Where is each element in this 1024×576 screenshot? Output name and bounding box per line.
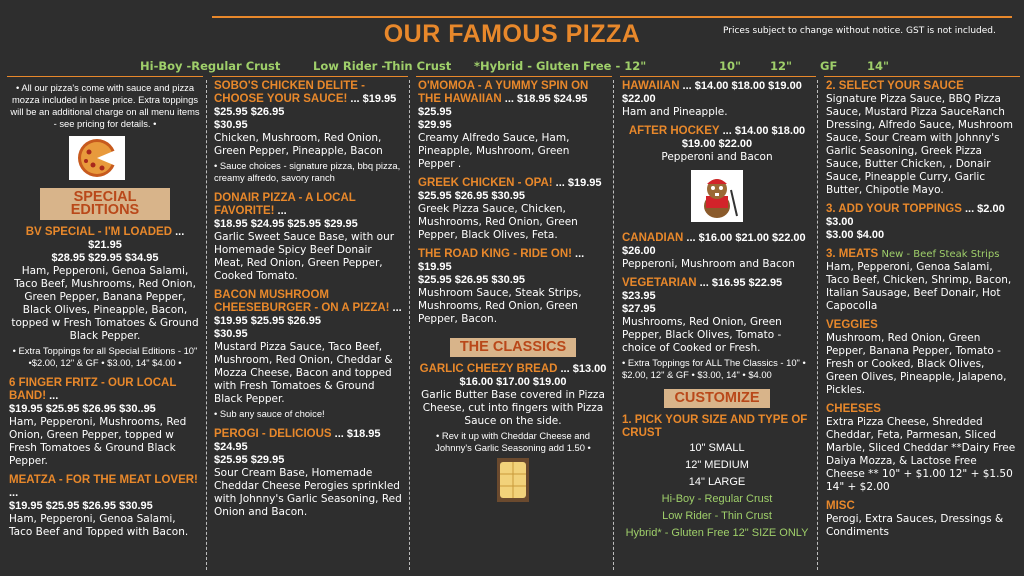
bacon-burger-price-2: $30.95 (214, 328, 248, 340)
vegetarian-price-2: $27.95 (622, 303, 656, 315)
column-4 (622, 80, 812, 542)
greek-price-1: ... $19.95 (552, 177, 602, 189)
col-rule-3 (416, 76, 612, 77)
col-rule-1 (7, 76, 203, 77)
bv-special-desc: Ham, Pepperoni, Genoa Salami, Taco Beef, Mushrooms, Red Onion, Green Pepper, Banana Pepper, Black Olives, Pineapple, Bacon, topped w Fresh Tomatoes & Ground Black Pepper. (11, 265, 199, 342)
canadian-title: CANADIAN (622, 232, 684, 244)
greek-title: GREEK CHICKEN - OPA! (418, 177, 553, 189)
pizza-icon (69, 136, 125, 180)
column-divider (817, 80, 818, 570)
road-king-title: THE ROAD KING - RIDE ON! (418, 248, 572, 260)
fritz-prices: $19.95 $25.95 $26.95 $30..95 (9, 403, 156, 415)
meats-list: Ham, Pepperoni, Genoa Salami, Taco Beef, Chicken, Shrimp, Bacon, Italian Sausage, Beef Donair, Hot Capocolla (826, 261, 1012, 312)
fritz-desc: Ham, Pepperoni, Mushrooms, Red Onion, Green Pepper, topped w Fresh Tomatoes & Ground Black Pepper. (9, 416, 187, 467)
omomoa-prices: ... $18.95 $24.95 $25.95 (418, 93, 588, 118)
bv-special-prices: $28.95 $29.95 $34.95 (51, 252, 159, 264)
misc-list: Perogi, Extra Sauces, Dressings & Condiments (826, 513, 1004, 538)
special-editions-banner: SPECIAL EDITIONS (40, 188, 170, 220)
col-rule-5 (824, 76, 1020, 77)
canadian-prices: ... $16.00 $21.00 $22.00 (683, 232, 806, 244)
after-hockey-price-2: $19.00 $22.00 (681, 138, 753, 150)
intro-note: • All our pizza's come with sauce and pizza mozza included in base price. Extra toppings will be an additional charge on all menu items - see pricing for details. • (10, 82, 200, 129)
classics-toppings-note: • Extra Toppings for ALL The Classics - 10" • $2.00, 12" & GF • $3.00, 14" • $4.00 (622, 357, 806, 380)
donair-desc: Garlic Sweet Sauce Base, with our Homemade Spicy Beef Donair Meat, Red Onion, Green Pepper, Cooked Tomato. (214, 231, 395, 282)
greek-prices: $25.95 $26.95 $30.95 (418, 190, 526, 202)
column-divider (206, 80, 207, 570)
column-5 (826, 80, 1016, 539)
select-sauce-heading: 2. SELECT YOUR SAUCE (826, 80, 964, 92)
crust-option: Hi-Boy - Regular Crust (661, 493, 773, 505)
sobo-desc: Chicken, Mushroom, Red Onion, Green Pepper, Pineapple, Bacon (214, 132, 383, 157)
meatza-dots: ... (9, 487, 19, 499)
misc-heading: MISC (826, 500, 855, 512)
customize-banner: CUSTOMIZE (664, 389, 770, 408)
sobo-title: SOBO'S CHICKEN DELITE - CHOOSE YOUR SAUCE! (214, 80, 365, 105)
sobo-note: • Sauce choices - signature pizza, bbq pizza, creamy alfredo, savory ranch (214, 160, 401, 183)
bacon-burger-prices: ... $19.95 $25.95 $26.95 (214, 302, 402, 327)
after-hockey-desc: Pepperoni and Bacon (661, 151, 773, 163)
canadian-price-2: $26.00 (622, 245, 656, 257)
size-gf: GF (820, 59, 838, 73)
fritz-title: 6 FINGER FRITZ - OUR LOCAL BAND! (9, 377, 177, 402)
donair-prices: $18.95 $24.95 $25.95 $29.95 (214, 218, 358, 230)
garlic-bread-note: • Rev it up with Cheddar Cheese and Johnny's Garlic Seasoning add 1.50 • (435, 430, 591, 453)
crust-hybrid: *Hybrid - Gluten Free - 12" (474, 59, 647, 73)
hawaiian-price-2: $22.00 (622, 93, 656, 105)
hawaiian-title: HAWAIIAN (622, 80, 680, 92)
veggies-heading: VEGGIES (826, 319, 878, 331)
omomoa-desc: Creamy Alfredo Sauce, Ham, Pineapple, Mushroom, Green Pepper . (418, 132, 570, 170)
greek-desc: Greek Pizza Sauce, Chicken, Mushrooms, Red Onion, Green Pepper, Black Olives, Feta. (418, 203, 578, 241)
size-option: 14" LARGE (688, 476, 746, 488)
column-1 (9, 80, 201, 539)
crust-option: Low Rider - Thin Crust (662, 510, 772, 522)
road-king-price-1: ... $19.95 (418, 248, 585, 273)
perogi-prices: ... $18.95 $24.95 (214, 428, 381, 453)
sobo-price-2: $30.95 (214, 119, 248, 131)
size-14: 14" (867, 59, 889, 73)
garlic-bread-desc: Garlic Butter Base covered in Pizza Cheese, cut into fingers with Pizza Sauce on the side. (421, 389, 605, 427)
toppings-price-2: $3.00 $4.00 (826, 229, 885, 241)
vegetarian-prices: ... $16.95 $22.95 $23.95 (622, 277, 783, 302)
cheeses-heading: CHEESES (826, 403, 881, 415)
size-option: 12" MEDIUM (685, 459, 749, 471)
classics-banner: THE CLASSICS (450, 338, 576, 357)
bv-special-price: ... $21.95 (88, 226, 185, 251)
vegetarian-desc: Mushrooms, Red Onion, Green Pepper, Black Olives, Tomato - choice of Cooked or Fresh. (622, 316, 782, 354)
bacon-burger-note: • Sub any sauce of choice! (214, 408, 325, 419)
omomoa-price-2: $29.95 (418, 119, 452, 131)
sobo-prices: ... $19.95 $25.95 $26.95 (214, 93, 397, 118)
pick-size-heading: 1. PICK YOUR SIZE AND TYPE OF CRUST (622, 414, 808, 439)
perogi-title: PEROGI - DELICIOUS (214, 428, 332, 440)
road-king-desc: Mushroom Sauce, Steak Strips, Mushrooms, Red Onion, Green Pepper, Bacon. (418, 287, 582, 325)
col-rule-4 (620, 76, 816, 77)
after-hockey-prices: ... $14.00 $18.00 (719, 125, 806, 137)
crust-lowrider: Low Rider -Thin Crust (313, 59, 452, 73)
meatza-desc: Ham, Pepperoni, Genoa Salami, Taco Beef and Topped with Bacon. (9, 513, 189, 538)
sauce-list: Signature Pizza Sauce, BBQ Pizza Sauce, Mustard Pizza SauceRanch Dressing, Alfredo Sauce, Mushroom Sauce, Sour Cream with Johnny's Garlic Seasoning, Greek Pizza Sauce, Butter Chicken, , Donair Sauce, Pineapple Curry, Garlic Butter, Chipotle Mayo. (826, 93, 1013, 196)
donair-dots: ... (274, 205, 287, 217)
column-divider (409, 80, 410, 570)
crust-option: Hybrid* - Gluten Free 12" SIZE ONLY (625, 527, 809, 539)
hawaiian-desc: Ham and Pineapple. (622, 106, 728, 118)
beaver-mascot-icon (691, 170, 743, 222)
price-notice: Prices subject to change without notice. GST is not included. (723, 26, 996, 36)
perogi-price-2: $25.95 $29.95 (214, 454, 285, 466)
bv-special-title: BV SPECIAL - I'M LOADED (25, 226, 173, 238)
hawaiian-prices: ... $14.00 $18.00 $19.00 (679, 80, 802, 92)
header-rule (212, 16, 1012, 18)
road-king-prices: $25.95 $26.95 $30.95 (418, 274, 526, 286)
garlic-bread-image (497, 458, 529, 502)
crust-hiboy: Hi-Boy -Regular Crust (140, 59, 281, 73)
meats-heading: 3. MEATS (826, 248, 879, 260)
page-title: OUR FAMOUS PIZZA (383, 20, 641, 48)
column-divider (613, 80, 614, 570)
bacon-burger-desc: Mustard Pizza Sauce, Taco Beef, Mushroom, Red Onion, Cheddar & Mozza Cheese, Bacon and topped with Fresh Tomatoes & Ground Black Pepper. (214, 341, 393, 405)
size-10: 10" (719, 59, 741, 73)
cheeses-list: Extra Pizza Cheese, Shredded Cheddar, Feta, Parmesan, Sliced Marble, Sliced Cheddar **Dairy Free Daiya Mozza, & Lactose Free Cheese ** 10" + $1.00 12" + $1.50 14" + $2.00 (826, 416, 1016, 493)
canadian-desc: Pepperoni, Mushroom and Bacon (622, 258, 795, 270)
meatza-prices: $19.95 $25.95 $26.95 $30.95 (9, 500, 153, 512)
size-option: 10" SMALL (689, 442, 745, 454)
omomoa-title: O'MOMOA - A YUMMY SPIN ON THE HAWAIIAN (418, 80, 589, 105)
garlic-bread-prices: $16.00 $17.00 $19.00 (459, 376, 567, 388)
vegetarian-title: VEGETARIAN (622, 277, 697, 289)
veggies-list: Mushroom, Red Onion, Green Pepper, Banana Pepper, Tomato - Fresh or Cooked, Black Olives, Green Olives, Pineapple, Jalapeno, Pickles. (826, 332, 1007, 396)
donair-title: DONAIR PIZZA - A LOCAL FAVORITE! (214, 192, 356, 217)
after-hockey-title: AFTER HOCKEY (628, 125, 720, 137)
toppings-prices: ... $2.00 $3.00 (826, 203, 1005, 228)
meats-new-note: New - Beef Steak Strips (881, 249, 1000, 260)
meatza-title: MEATZA - FOR THE MEAT LOVER! (9, 474, 198, 486)
column-2 (214, 80, 404, 519)
column-3 (418, 80, 608, 506)
size-12: 12" (770, 59, 792, 73)
garlic-bread-title: GARLIC CHEEZY BREAD (419, 363, 558, 375)
perogi-desc: Sour Cream Base, Homemade Cheddar Cheese Perogies sprinkled with Johnny's Garlic Seasoning, Red Onion and Bacon. (214, 467, 402, 518)
special-toppings-note: • Extra Toppings for all Special Editions - 10" •$2.00, 12" & GF • $3.00, 14" $4.00 • (12, 345, 198, 368)
bacon-burger-title: BACON MUSHROOM CHEESEBURGER - ON A PIZZA! (214, 289, 390, 314)
garlic-bread-price-1: ... $13.00 (557, 363, 607, 375)
toppings-heading: 3. ADD YOUR TOPPINGS (826, 203, 962, 215)
col-rule-2 (212, 76, 408, 77)
fritz-dots: ... (46, 390, 59, 402)
